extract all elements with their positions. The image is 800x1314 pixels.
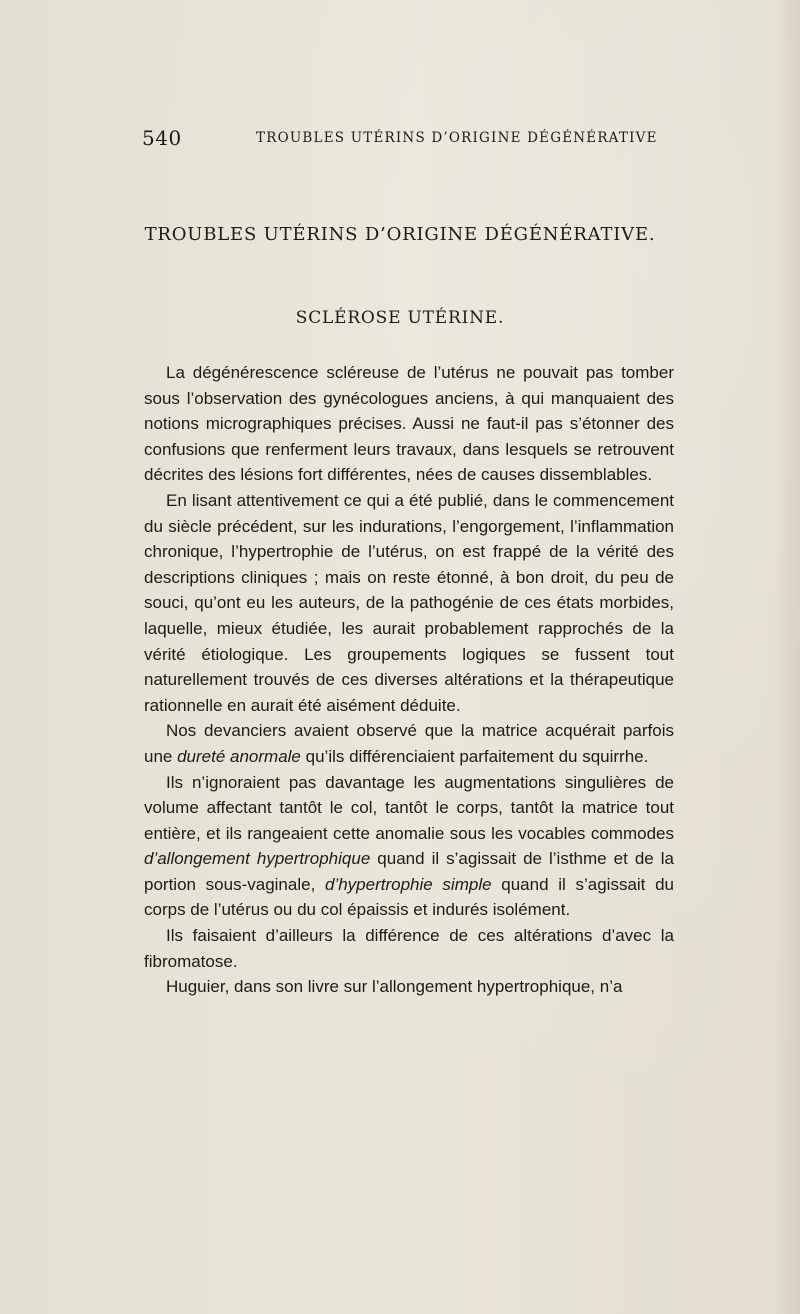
paragraph-4-text-middle: quand il s’agissait de l’isthme et de la portion sous-vaginale, <box>144 849 674 894</box>
page-number: 540 <box>142 126 182 150</box>
paragraph-1: La dégénérescence scléreuse de l’utérus ne pouvait pas tomber sous l’observation des gynécologues anciens, à qui manquaient des notions micrographiques précises. Aussi ne faut-il pas s’étonner des confusions que renferment leurs travaux, dans lesquels se retrouvent décrites des lésions fort différentes, nées de causes dissemblables. <box>144 363 674 485</box>
paragraph-3-text-before: Nos devanciers avaient observé que la matrice acquérait parfois une <box>144 721 674 766</box>
paragraph-6: Huguier, dans son livre sur l’allongement hypertrophique, n’a <box>166 977 623 997</box>
paragraph-4-text-after: quand il s’agissait du corps de l’utérus ou du col épaissis et indurés isolément. <box>144 874 675 920</box>
paragraph-4-emphasis-2: d’hypertrophie simple <box>325 874 492 894</box>
running-head: TROUBLES UTÉRINS D’ORIGINE DÉGÉNÉRATIVE <box>256 130 658 146</box>
page-header <box>142 126 662 154</box>
paragraph-3-emphasis: dureté anormale <box>177 746 301 766</box>
paragraph-2: En lisant attentivement ce qui a été publié, dans le commencement du siècle précédent, sur les indurations, l’engorgement, l’inflammation chronique, l’hypertrophie de l’utérus, on est frappé de la vérité des descriptions cliniques ; mais on reste étonné, à bon droit, du peu de souci, qu’ont eu les auteurs, de la pathogénie de ces états morbides, laquelle, mieux étudiée, les aurait probablement rapprochés de la vérité étiologique. Les groupements logiques se fussent tout naturellement trouvés de ces diverses altérations et la thérapeutique rationnelle en aurait été aisément déduite. <box>144 490 674 715</box>
section-title: SCLÉROSE UTÉRINE. <box>295 308 505 328</box>
paragraph-3 <box>144 718 674 769</box>
paragraph-5: Ils faisaient d’ailleurs la différence de ces altérations d’avec la fibromatose. <box>144 926 674 971</box>
body-text <box>144 360 674 1000</box>
paragraph-4-text-before: Ils n’ignoraient pas davantage les augmentations singulières de volume affectant tantôt le col, tantôt le corps, tantôt la matrice tout entière, et ils rangeaient cette anomalie sous les vocables commodes <box>144 772 674 843</box>
paragraph-4 <box>144 770 674 924</box>
paragraph-4-emphasis-1: d’allongement hypertrophique <box>144 849 371 869</box>
chapter-title: TROUBLES UTÉRINS D’ORIGINE DÉGÉNÉRATIVE. <box>144 224 656 245</box>
paragraph-3-text-after: qu’ils différenciaient parfaitement du squirrhe. <box>300 746 649 766</box>
page-edge-shadow <box>774 0 800 1314</box>
